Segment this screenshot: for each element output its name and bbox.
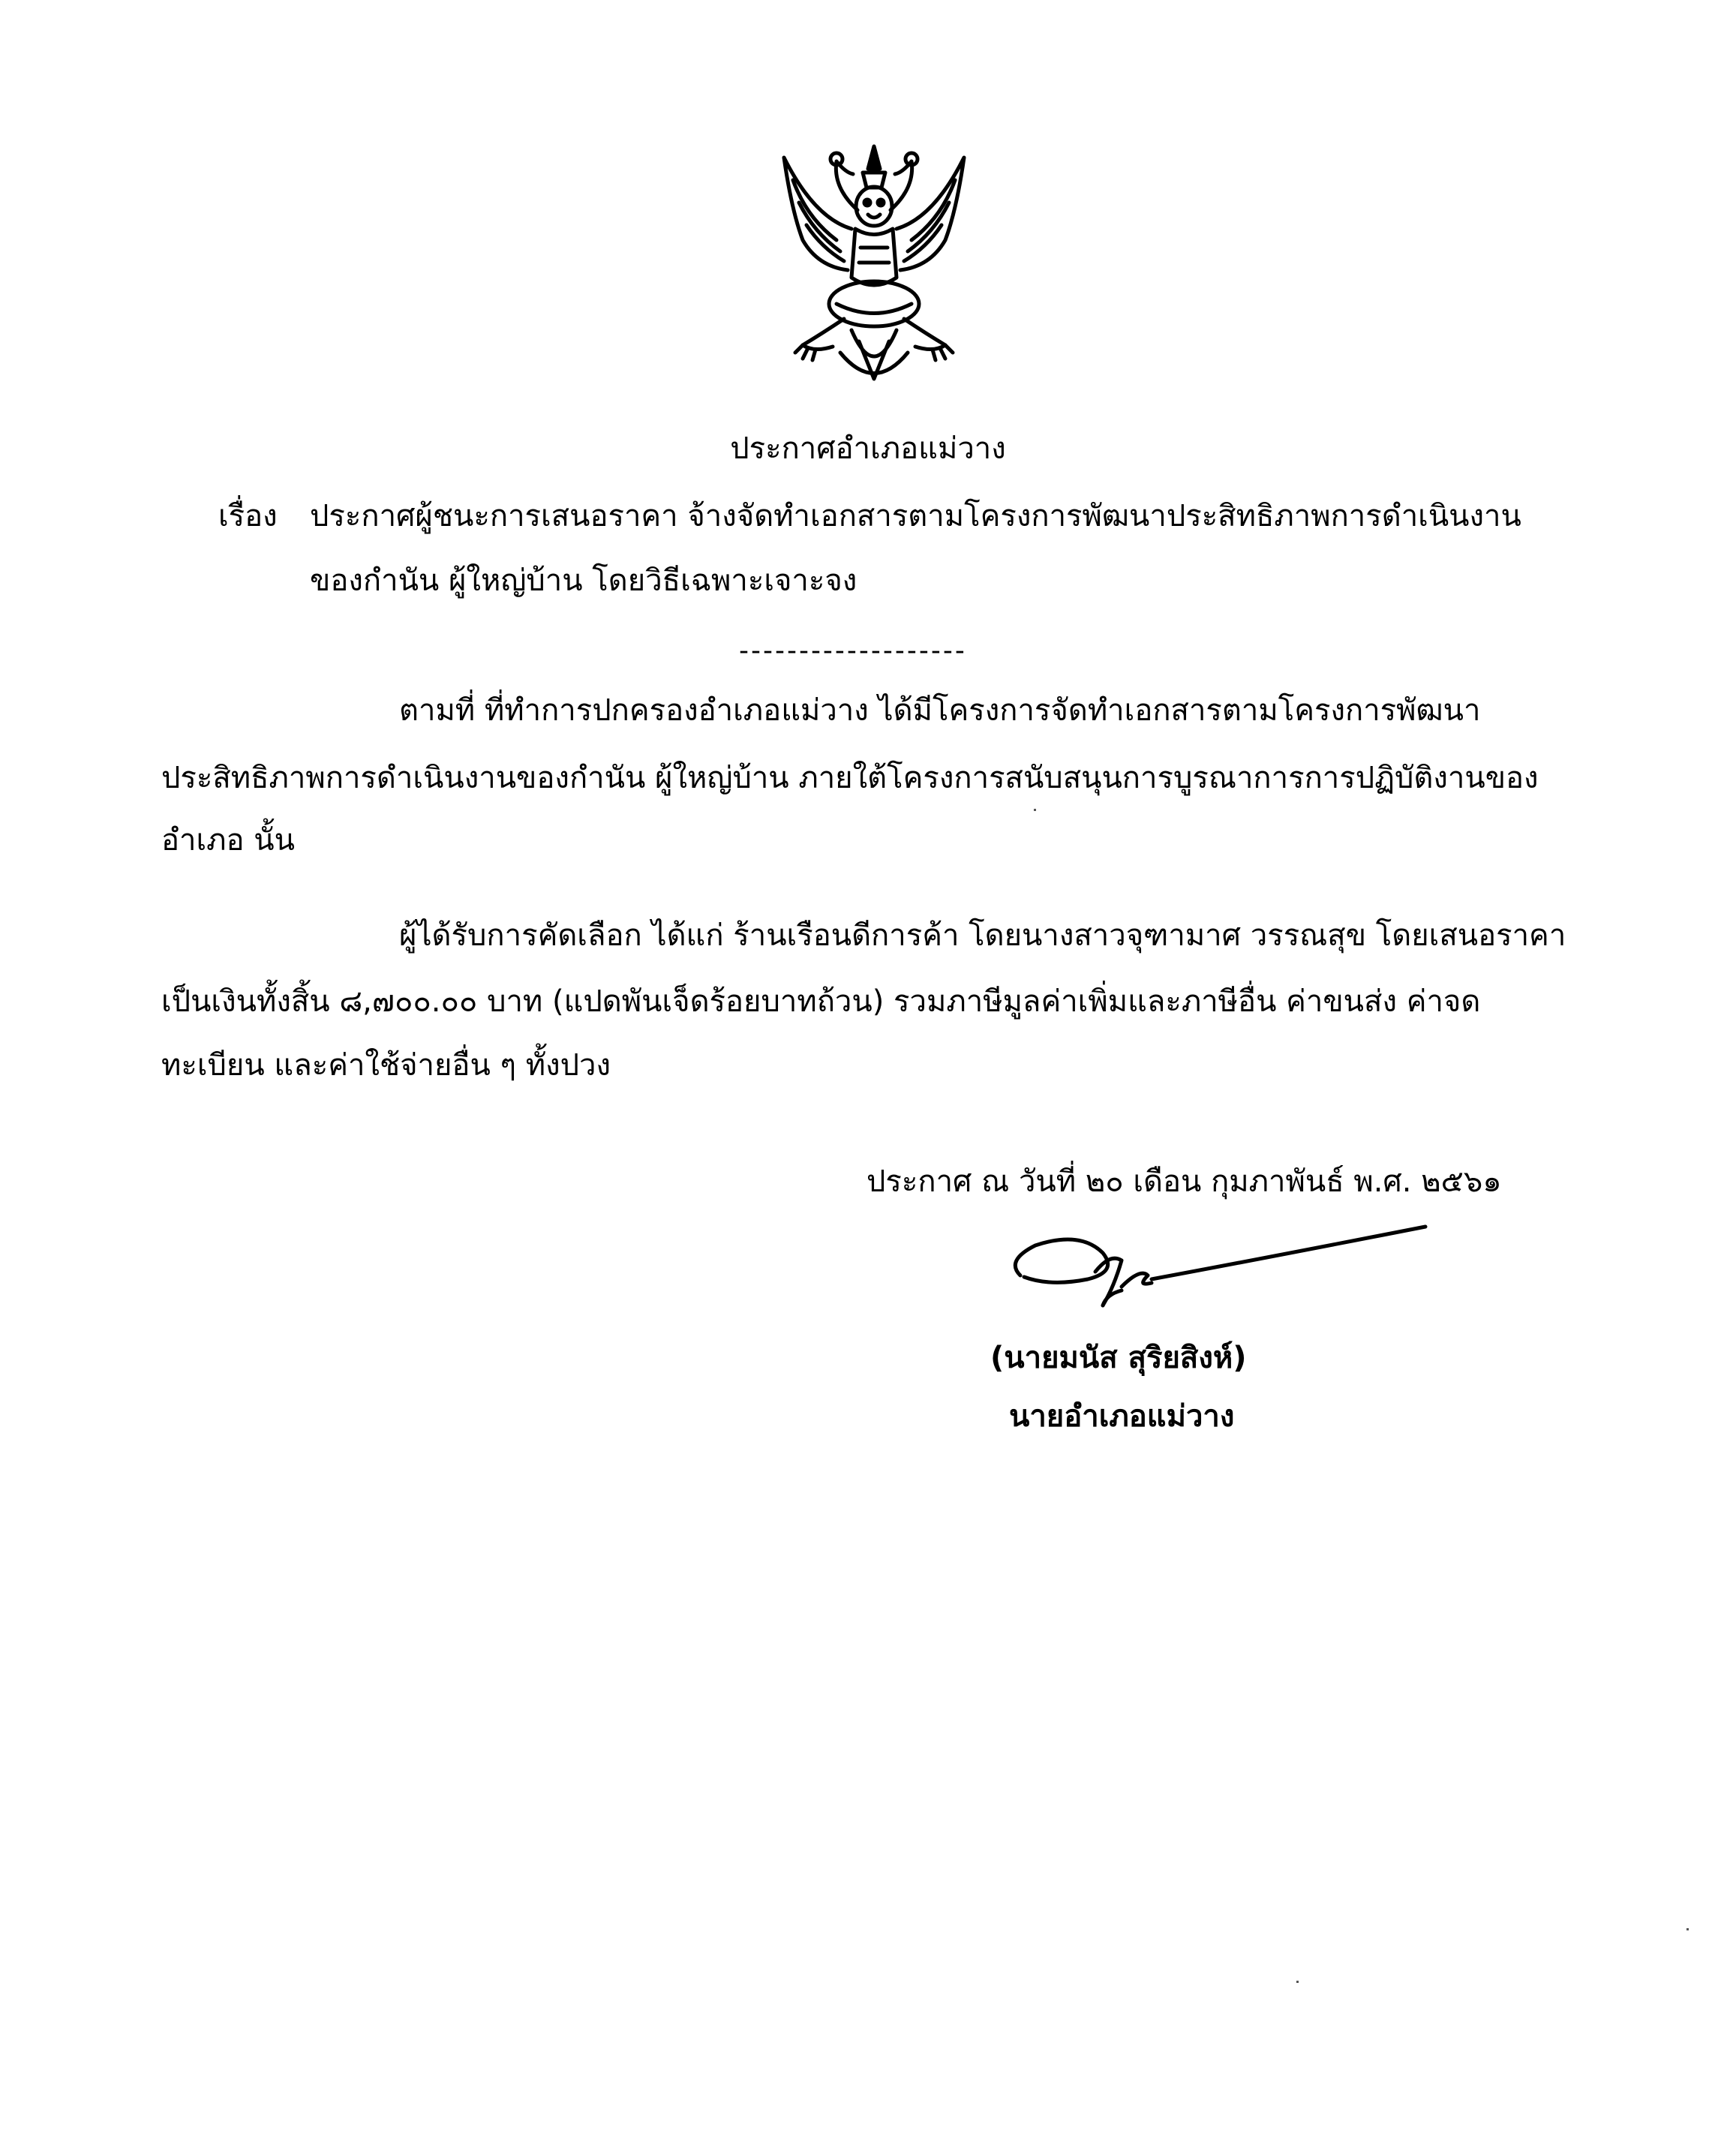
garuda-emblem-icon (761, 128, 987, 398)
subject-label: เรื่อง (218, 499, 278, 533)
paragraph1-line3: อำเภอ นั้น (161, 823, 295, 858)
announcement-title: ประกาศอำเภอแม่วาง (730, 431, 1006, 466)
scan-speck (1296, 1981, 1299, 1983)
signer-title: นายอำเภอแม่วาง (1009, 1399, 1235, 1434)
signer-name: (นายมนัส สุริยสิงห์) (990, 1341, 1247, 1375)
title-divider: ------------------- (739, 635, 967, 666)
handwritten-signature (990, 1215, 1440, 1320)
subject-line-1: ประกาศผู้ชนะการเสนอราคา จ้างจัดทำเอกสารตามโครงการพัฒนาประสิทธิภาพการดำเนินงาน (310, 499, 1521, 533)
paragraph1-line2: ประสิทธิภาพการดำเนินงานของกำนัน ผู้ใหญ่บ้าน ภายใต้โครงการสนับสนุนการบูรณาการการปฏิบัติงานของ (161, 761, 1539, 795)
paragraph2-line1: ผู้ได้รับการคัดเลือก ได้แก่ ร้านเรือนดีการค้า โดยนางสาวจุฑามาศ วรรณสุข โดยเสนอราคา (399, 918, 1566, 953)
announcement-dateline: ประกาศ ณ วันที่ ๒๐ เดือน กุมภาพันธ์ พ.ศ. ๒๕๖๑ (866, 1164, 1502, 1199)
paragraph1-line1: ตามที่ ที่ทำการปกครองอำเภอแม่วาง ได้มีโครงการจัดทำเอกสารตามโครงการพัฒนา (399, 693, 1481, 728)
subject-line-2: ของกำนัน ผู้ใหญ่บ้าน โดยวิธีเฉพาะเจาะจง (310, 563, 857, 598)
scan-speck (1034, 809, 1036, 811)
paragraph2-line2: เป็นเงินทั้งสิ้น ๘,๗๐๐.๐๐ บาท (แปดพันเจ็ดร้อยบาทถ้วน) รวมภาษีมูลค่าเพิ่มและภาษีอื่น ค่าขนส่ง ค่าจด (161, 984, 1481, 1019)
paragraph2-line3: ทะเบียน และค่าใช้จ่ายอื่น ๆ ทั้งปวง (161, 1048, 611, 1083)
scan-speck (1686, 1928, 1689, 1930)
